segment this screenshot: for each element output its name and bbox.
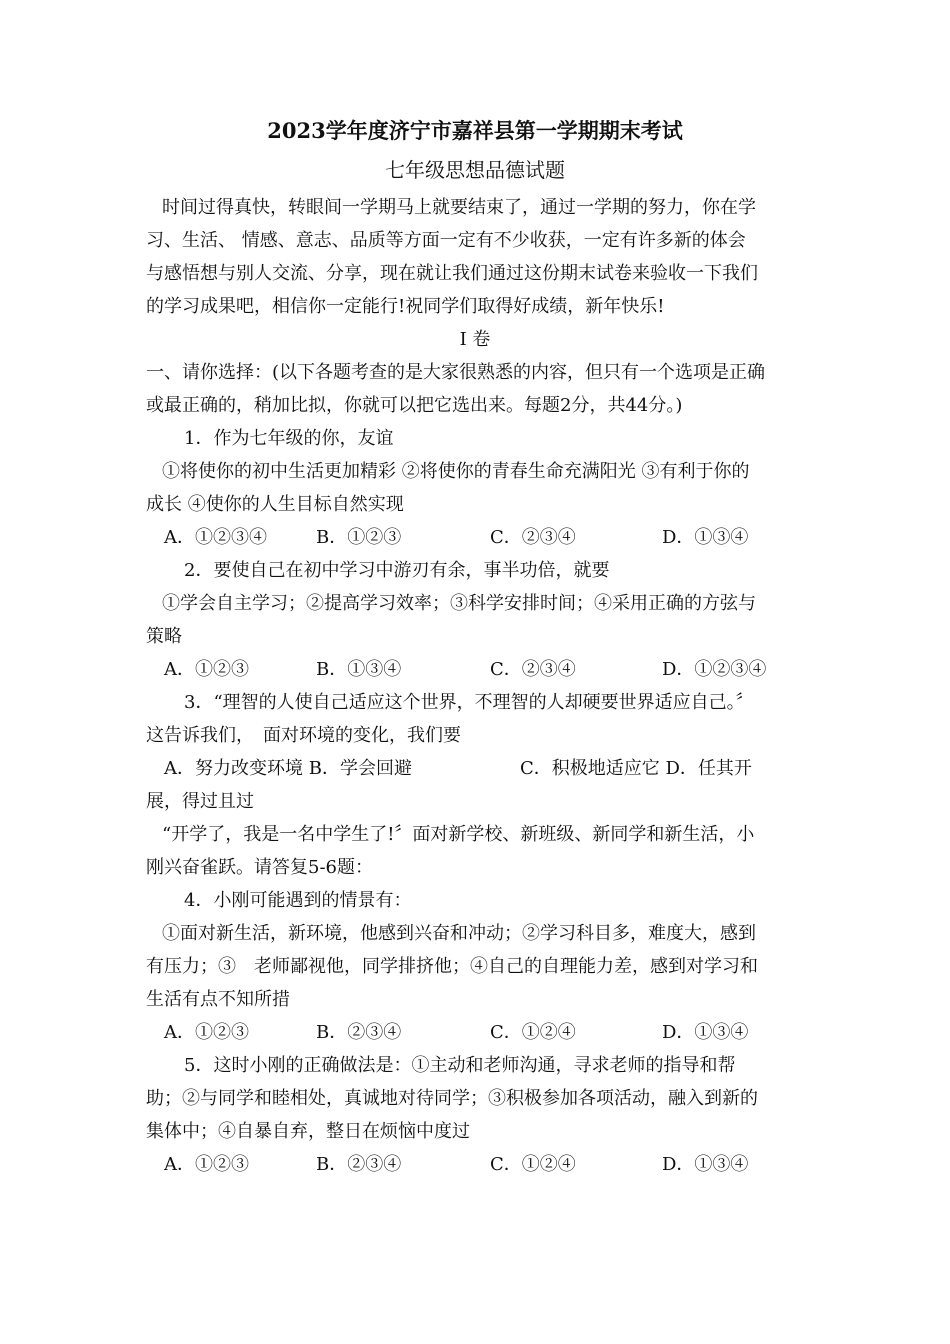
option-c: C．①②④ [490,1154,576,1175]
question-text: 有压力；③ 老师鄙视他，同学排挤他；④自己的自理能力差，感到对学习和 [146,956,758,977]
option-a: A．①②③ [164,659,249,680]
part-heading: I 卷 [459,329,491,350]
question-options-inline: A．努力改变环境 B．学会回避 C．积极地适应它 D．任其开 [164,758,752,779]
option-c: C．②③④ [490,527,576,548]
option-b: B．①③④ [316,659,402,680]
question-stem: 1．作为七年级的你，友谊 [184,428,394,449]
option-a: A．①②③ [164,1154,249,1175]
intro-line: 与感悟想与别人交流、分享，现在就让我们通过这份期末试卷来验收一下我们 [146,263,758,284]
passage-text: 刚兴奋雀跃。请答复5-6题： [146,857,373,878]
question-text: ①学会自主学习；②提高学习效率；③科学安排时间；④采用正确的方弦与 [162,593,756,614]
question-text: ①面对新生活，新环境，他感到兴奋和冲动；②学习科目多，难度大，感到 [162,923,756,944]
question-text: 成长 ④使你的人生目标自然实现 [146,494,404,515]
option-a: A．①②③④ [164,527,267,548]
section-instruction: 一、请你选择：(以下各题考查的是大家很熟悉的内容，但只有一个选项是正确 [146,362,766,383]
option-c: C．②③④ [490,659,576,680]
question-text: 策略 [146,626,182,647]
question-stem: 3．“理智的人使自己适应这个世界，不理智的人却硬要世界适应自己。〞 [184,692,754,713]
question-text: 集体中；④自暴自弃，整日在烦恼中度过 [146,1121,470,1142]
option-c: C．①②④ [490,1022,576,1043]
question-text: ①将使你的初中生活更加精彩 ②将使你的青春生命充满阳光 ③有利于你的 [162,461,750,482]
intro-line: 习、生活、 情感、意志、品质等方面一定有不少收获，一定有许多新的体会 [146,230,746,251]
option-b: B．②③④ [316,1022,402,1043]
exam-subtitle: 七年级思想品德试题 [385,158,565,182]
intro-line: 时间过得真快，转眼间一学期马上就要结束了，通过一学期的努力，你在学 [162,197,756,218]
question-stem: 4．小刚可能遇到的情景有： [184,890,412,911]
option-b: B．②③④ [316,1154,402,1175]
option-d: D．①②③④ [662,659,767,680]
question-stem: 5．这时小刚的正确做法是：①主动和老师沟通，寻求老师的指导和帮 [184,1055,736,1076]
question-text: 助；②与同学和睦相处，真诚地对待同学；③积极参加各项活动，融入到新的 [146,1088,758,1109]
option-d: D．①③④ [662,1154,749,1175]
exam-title: 2023学年度济宁市嘉祥县第一学期期末考试 [267,118,683,143]
passage-text: “开学了，我是一名中学生了!〞面对新学校、新班级、新同学和新生活，小 [162,824,755,845]
section-instruction: 或最正确的，稍加比拟，你就可以把它选出来。每题2分，共44分。) [146,395,683,416]
option-d: D．①③④ [662,1022,749,1043]
option-a: A．①②③ [164,1022,249,1043]
question-stem: 2．要使自己在初中学习中游刃有余，事半功倍，就要 [184,560,610,581]
question-text: 展，得过且过 [146,791,254,812]
option-d: D．①③④ [662,527,749,548]
intro-line: 的学习成果吧，相信你一定能行!祝同学们取得好成绩，新年快乐! [146,296,665,317]
option-b: B．①②③ [316,527,402,548]
question-text: 生活有点不知所措 [146,989,290,1010]
question-text: 这告诉我们， 面对环境的变化，我们要 [146,725,461,746]
